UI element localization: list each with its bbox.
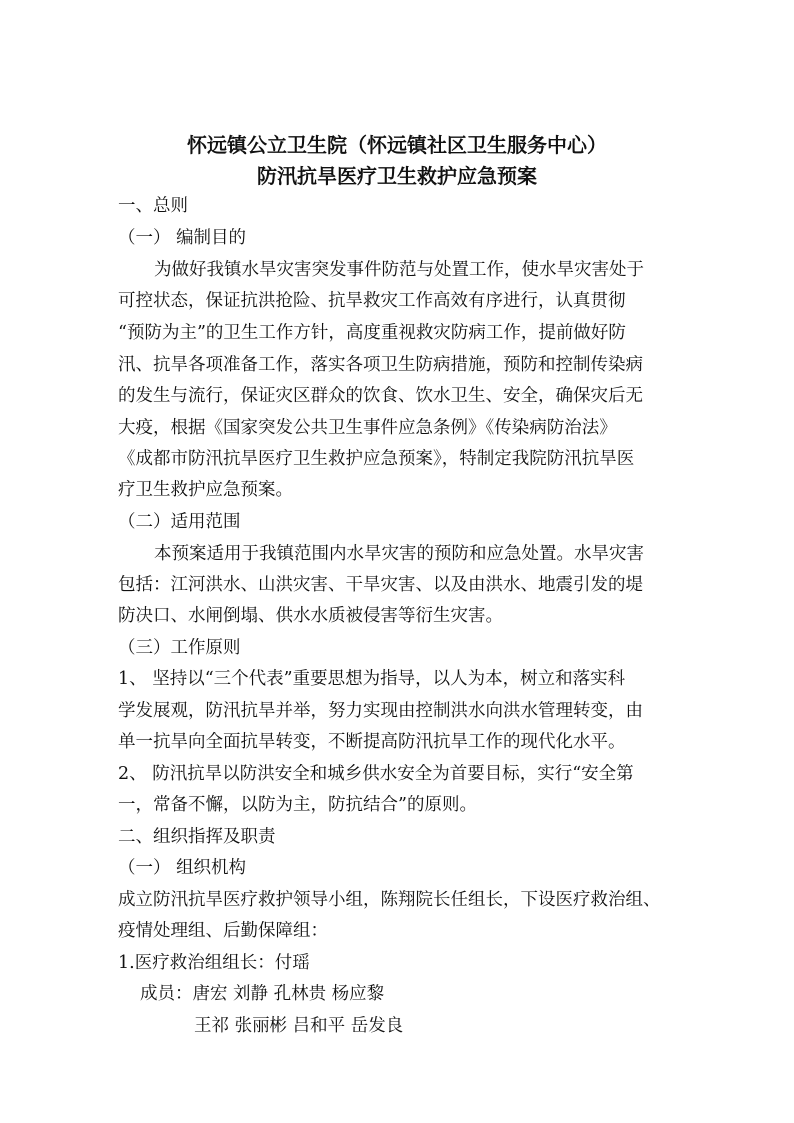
- section-heading: 一、总则: [118, 196, 188, 216]
- paragraph-line: 疫情处理组、后勤保障组：: [118, 921, 328, 941]
- paragraph-line: 为做好我镇水旱灾害突发事件防范与处置工作，使水旱灾害处于: [154, 260, 644, 280]
- paragraph-line: 成立防汛抗旱医疗救护领导小组，陈翔院长任组长，下设医疗救治组、: [118, 890, 661, 910]
- group-leader-line: 1.医疗救治组组长：付瑶: [118, 953, 310, 973]
- paragraph-line: 疗卫生救护应急预案。: [118, 480, 293, 500]
- paragraph-line: 单一抗旱向全面抗旱转变，不断提高防汛抗旱工作的现代化水平。: [118, 732, 626, 752]
- paragraph-line: 防决口、水闸倒塌、供水水质被侵害等衍生灾害。: [118, 606, 503, 626]
- subsection-heading: （一） 组织机构: [118, 858, 247, 878]
- subsection-heading: （一） 编制目的: [118, 228, 247, 248]
- paragraph-line: 大疫，根据《国家突发公共卫生事件应急条例》《传染病防治法》: [118, 418, 617, 438]
- document-title-line-1: 怀远镇公立卫生院（怀远镇社区卫生服务中心）: [187, 133, 607, 157]
- paragraph-line: 的发生与流行，保证灾区群众的饮食、饮水卫生、安全，确保灾后无: [118, 386, 643, 406]
- subsection-heading: （三）工作原则: [118, 638, 241, 658]
- group-members-line: 成员：唐宏 刘静 孔林贵 杨应黎: [140, 984, 385, 1004]
- paragraph-line: 本预案适用于我镇范围内水旱灾害的预防和应急处置。水旱灾害: [154, 544, 644, 564]
- paragraph-line: 《成都市防汛抗旱医疗卫生救护应急预案》，特制定我院防汛抗旱医: [118, 449, 635, 469]
- document-title-line-2: 防汛抗旱医疗卫生救护应急预案: [257, 164, 537, 188]
- paragraph-line: 1、 坚持以“三个代表”重要思想为指导，以人为本，树立和落实科: [118, 669, 626, 689]
- paragraph-line: 学发展观，防汛抗旱并举，努力实现由控制洪水向洪水管理转变，由: [118, 701, 643, 721]
- group-members-line: 王祁 张丽彬 吕和平 岳发良: [194, 1016, 404, 1036]
- paragraph-line: “预防为主”的卫生工作方针，高度重视救灾防病工作，提前做好防: [118, 323, 626, 343]
- paragraph-line: 包括：江河洪水、山洪灾害、干旱灾害、以及由洪水、地震引发的堤: [118, 575, 643, 595]
- paragraph-line: 一，常备不懈，以防为主，防抗结合”的原则。: [118, 795, 477, 815]
- section-heading: 二、组织指挥及职责: [118, 827, 276, 847]
- paragraph-line: 2、 防汛抗旱以防洪安全和城乡供水安全为首要目标，实行“安全第: [118, 764, 634, 784]
- paragraph-line: 汛、抗旱各项准备工作，落实各项卫生防病措施，预防和控制传染病: [118, 355, 643, 375]
- paragraph-line: 可控状态，保证抗洪抢险、抗旱救灾工作高效有序进行，认真贯彻: [118, 291, 626, 311]
- subsection-heading: （二）适用范围: [118, 512, 241, 532]
